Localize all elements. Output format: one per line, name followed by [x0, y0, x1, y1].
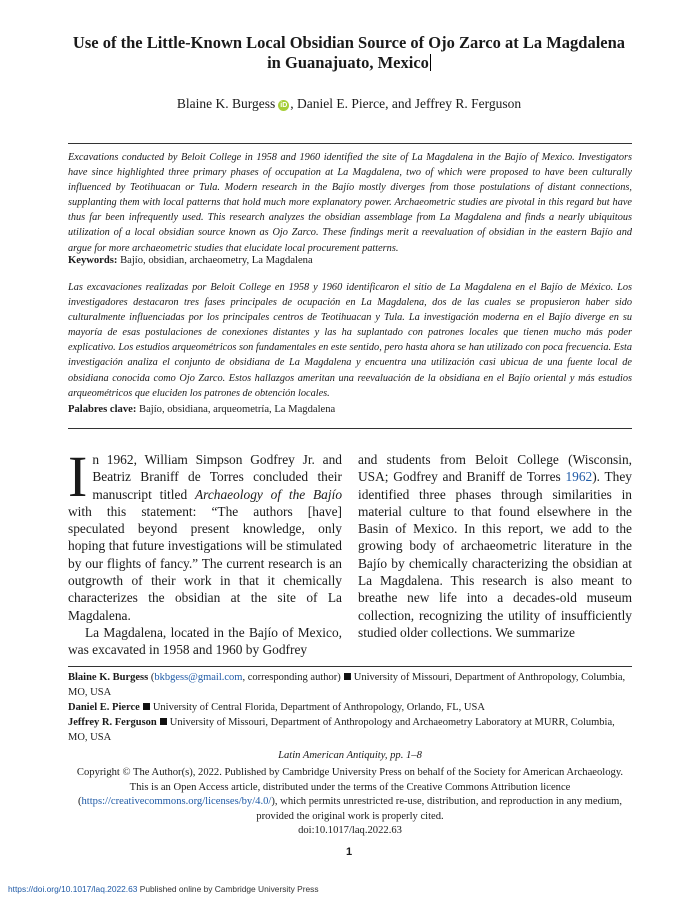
abstract-spanish: Las excavaciones realizadas por Beloit College en 1958 y 1960 identificaron el sitio de La Magdalena en el Bajío de México. Los investigadores destacaron tres fases principales de ocupación en La Magdalena, dos de las cuales se propusieron haber sido culturalmente influenciadas por los principales centros de Teotihuacan y Tula. La investigación moderna en el Bajío diverge en su mayoría de esas postulaciones de conexiones distantes y las ha suplantado con patrones locales que tienen mucho más poder explicativo. Los estudios arqueométricos son fundamentales en este sentido, pero hasta ahora se han utilizado con poca frecuencia. Esta investigación analiza el conjunto de obsidiana de La Magdalena y encuentra una utilización casi ubicua de una fuente local de obsidiana conocida como Ojo Zarco. Estos hallazgos ameritan una reevaluación de la obsidiana en el Bajío oriental y más estudios arqueométricos que eluciden los patrones de obtención locales.	[68, 282, 632, 399]
body-text: n 1962, William Simpson Godfrey Jr. and Beatriz Braniff de Torres concluded their manuscript titled	[92, 452, 342, 502]
drop-cap: I	[68, 444, 88, 509]
author-name: Blaine K. Burgess	[176, 96, 276, 111]
institution: University of Missouri, Department of Anthropology and Archaeometry Laboratory at MURR, Columbia, MO, USA	[68, 717, 615, 743]
affiliation-text: (	[148, 672, 155, 683]
institution: University of Central Florida, Department of Anthropology, Orlando, FL, USA	[152, 702, 485, 713]
email-link[interactable]: bkbgess@gmail.com	[154, 672, 243, 683]
license-link[interactable]: https://creativecommons.org/licenses/by/4.0/	[81, 796, 272, 808]
body-text: ). They identified three phases through similarities in material culture to that found elsewhere in the Basin of Mexico. In this report, we add to the growing body of archaeometric literature in the Bajío by chemically characterizing the obsidian at La Magdalena. This research is also meant to breathe new life into a decades-old museum collection, recognizing the utility of insufficiently studied older collections. We summarize	[358, 469, 632, 640]
affiliation-3	[68, 715, 632, 745]
divider-middle	[68, 428, 632, 429]
body-text: and students from Beloit College (Wisconsin, USA; Godfrey and Braniff de Torres	[358, 452, 632, 485]
keywords-spanish	[68, 404, 632, 415]
copyright-text: Copyright © The Author(s), 2022. Published by Cambridge University Press on behalf of the Society for American Archaeology. This is an Open Access article, distributed under the terms of the Creative Commons Attribution licence (	[76, 767, 624, 808]
body-column-right	[358, 451, 632, 641]
book-title: Archaeology of the Bajío	[194, 486, 343, 502]
body-paragraph	[358, 451, 632, 641]
author-name: Jeffrey R. Ferguson	[68, 717, 157, 728]
affiliation-2	[68, 700, 632, 715]
divider-top	[68, 143, 632, 144]
text-cursor	[430, 54, 431, 71]
orcid-icon[interactable]: iD	[280, 102, 288, 109]
keywords-label: Keywords:	[68, 255, 118, 266]
square-bullet-icon	[344, 673, 351, 680]
title-line-2: in Guanajuato, Mexico	[267, 53, 429, 72]
author-name: Blaine K. Burgess	[68, 672, 149, 683]
footer	[8, 884, 319, 894]
copyright-notice	[68, 766, 632, 839]
author-name: Daniel E. Pierce	[68, 702, 140, 713]
copyright-text: ), which permits unrestricted re-use, distribution, and reproduction in any medium, provided the original work is properly cited.	[256, 796, 623, 822]
body-paragraph	[68, 444, 343, 624]
keywords-text-es: Bajío, obsidiana, arqueometría, La Magdalena	[136, 404, 336, 415]
affiliation-1	[68, 670, 632, 700]
article-title	[40, 33, 658, 73]
keywords-label-es: Palabres clave:	[68, 404, 137, 415]
published-note: Published online by Cambridge University Press	[137, 884, 319, 894]
body-paragraph: La Magdalena, located in the Bajío of Mexico, was excavated in 1958 and 1960 by Godfrey	[68, 624, 342, 658]
square-bullet-icon	[143, 703, 150, 710]
journal-citation: Latin American Antiquity, pp. 1–8	[278, 750, 422, 761]
author-list	[40, 96, 658, 112]
doi-link[interactable]: https://doi.org/10.1017/laq.2022.63	[8, 884, 138, 894]
body-column-left	[68, 444, 343, 659]
affiliation-text: , corresponding author)	[242, 672, 341, 683]
keywords-english	[68, 255, 632, 266]
author-names-rest: , Daniel E. Pierce, and Jeffrey R. Ferguson	[290, 96, 522, 111]
page-number: 1	[345, 846, 353, 858]
keywords-text: Bajío, obsidian, archaeometry, La Magdalena	[117, 255, 313, 266]
divider-bottom	[68, 666, 632, 667]
citation-link[interactable]: 1962	[565, 469, 593, 485]
doi: doi:10.1017/laq.2022.63	[298, 825, 402, 837]
institution: University of Missouri, Department of Anthropology, Columbia, MO, USA	[68, 672, 626, 698]
body-text: with this statement: “The authors [have] speculated beyond present knowledge, only hoping that future investigations will be stimulated by our flights of fancy.” The current research is an outgrowth of their work in that it chemically characterizes the obsidian at the site of La Magdalena.	[68, 503, 342, 623]
title-line-1: Use of the Little-Known Local Obsidian Source of Ojo Zarco at La Magdalena	[72, 33, 626, 52]
abstract-english: Excavations conducted by Beloit College in 1958 and 1960 identified the site of La Magdalena in the Bajío of Mexico. Investigators have since highlighted three primary phases of occupation at La Magdalena, two of which were proposed to have been culturally influenced by Teotihuacan or Tula. Modern research in the Bajío mostly diverges from those postulations of distant connections, supplanting them with local patterns that hold much more explanatory power. Archaeometric studies are pivotal in this regard but have thus far been infrequently used. This research analyzes the obsidian assemblage from La Magdalena and finds a nearly ubiquitous utilization of a local obsidian source known as Ojo Zarco. These findings merit a reevaluation of obsidian in the eastern Bajío and argue for more archaeometric studies that elucidate local procurement patterns.	[68, 152, 632, 254]
square-bullet-icon	[160, 718, 167, 725]
